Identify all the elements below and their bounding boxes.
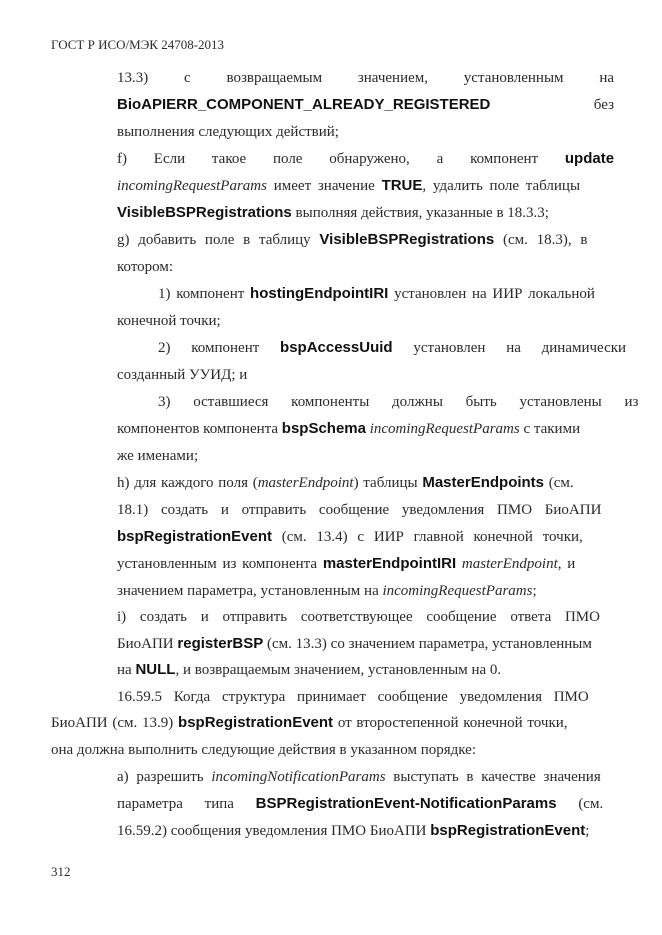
text: ) таблицы [353, 475, 423, 491]
text: с такими [519, 421, 581, 437]
text-line [117, 149, 614, 169]
text: (см. [556, 796, 604, 812]
text-line [158, 338, 626, 358]
code-term: VisibleBSPRegistrations [319, 231, 495, 248]
text: установленным [463, 70, 564, 86]
text-line: 16.59.5 Когда структура принимает сообщение уведомления ПМО [117, 689, 589, 705]
text: 13.3) [117, 70, 149, 86]
text: значением, [357, 70, 429, 86]
text-line [117, 767, 601, 787]
text: 2) компонент [158, 340, 281, 356]
text-line [117, 794, 603, 814]
text-line [117, 554, 575, 574]
text-line: 3) оставшиеся компоненты должны быть установлены из [158, 394, 639, 410]
text-line [158, 284, 595, 304]
text-line [117, 68, 614, 88]
italic-term: incomingRequestParams [382, 583, 533, 599]
text: установлен на ИИР локальной [388, 286, 595, 302]
text-line: же именами; [117, 448, 199, 464]
text: выполняя действия, указанные в 18.3.3; [291, 205, 549, 221]
text-line [117, 203, 549, 223]
text: с [184, 70, 191, 86]
code-term: BioAPIERR_COMPONENT_ALREADY_REGISTERED [117, 96, 491, 113]
text-line: конечной точки; [117, 313, 221, 329]
text: 16.59.2) сообщения уведомления ПМО БиоАПИ [117, 823, 431, 839]
text-line [117, 581, 537, 601]
text: выступать в качестве значения [385, 769, 601, 785]
text: , удалить поле таблицы [422, 178, 581, 194]
text: БиоАПИ (см. 13.9) [51, 715, 179, 731]
text: h) для каждого поля ( [117, 475, 258, 491]
text-line [117, 230, 587, 250]
code-term: TRUE [381, 177, 423, 194]
text: имеет значение [266, 178, 382, 194]
text-line: котором: [117, 259, 174, 275]
text-line [117, 634, 592, 654]
text: (см. 18.3), в [494, 232, 588, 248]
text: (см. 13.3) со значением параметра, установленным [263, 636, 592, 652]
text: от второстепенной конечной точки, [333, 715, 568, 731]
text-line: 18.1) создать и отправить сообщение уведомления ПМО БиоАПИ [117, 502, 602, 518]
italic-term: incomingRequestParams [369, 421, 520, 437]
text: ; [532, 583, 537, 599]
text: а [436, 151, 444, 167]
text: такое [211, 151, 247, 167]
text: (см. [544, 475, 574, 491]
code-term: MasterEndpoints [422, 474, 545, 491]
text: установлен на динамически [392, 340, 627, 356]
italic-term: masterEndpoint [257, 475, 354, 491]
text: 1) компонент [158, 286, 251, 302]
text: установленным из компонента [117, 556, 323, 572]
page-number: 312 [51, 864, 71, 879]
text-line [117, 821, 589, 841]
text-line: i) создать и отправить соответствующее сообщение ответа ПМО [117, 609, 600, 625]
text: (см. 13.4) с ИИР главной конечной точки, [272, 529, 583, 545]
code-term: registerBSP [177, 635, 264, 652]
text: значением параметра, установленным на [117, 583, 383, 599]
text: компонентов компонента [117, 421, 282, 437]
text: а) разрешить [117, 769, 212, 785]
text-line [117, 95, 614, 115]
text-line: созданный УУИД; и [117, 367, 248, 383]
text-line [117, 660, 501, 680]
code-term: BSPRegistrationEvent-NotificationParams [255, 795, 557, 812]
text: , и возвращаемым значением, установленным на 0. [175, 662, 502, 678]
text: , и [557, 556, 576, 572]
code-term: hostingEndpointIRI [250, 285, 389, 302]
text: f) Если [117, 151, 186, 167]
code-term: NULL [135, 661, 176, 678]
text: компонент [470, 151, 539, 167]
text-line [117, 473, 574, 493]
italic-term: masterEndpoint [461, 556, 558, 572]
italic-term: incomingRequestParams [117, 178, 267, 194]
code-term: masterEndpointIRI [322, 555, 457, 572]
document-header: ГОСТ Р ИСО/МЭК 24708-2013 [51, 37, 225, 52]
text-line [51, 713, 568, 733]
text: поле [272, 151, 303, 167]
code-term: update [564, 150, 614, 167]
text: ; [585, 823, 590, 839]
code-term: bspRegistrationEvent [117, 528, 273, 545]
text: БиоАПИ [117, 636, 178, 652]
text: обнаружено, [329, 151, 410, 167]
code-term: bspRegistrationEvent [178, 714, 334, 731]
code-term: bspSchema [281, 420, 366, 437]
text-line [117, 176, 614, 196]
text-line [117, 527, 583, 547]
text: на [117, 662, 136, 678]
text: g) добавить поле в таблицу [117, 232, 320, 248]
text: возвращаемым [226, 70, 323, 86]
text-line: выполнения следующих действий; [117, 124, 339, 140]
code-term: VisibleBSPRegistrations [117, 204, 292, 221]
text-line [117, 419, 580, 439]
text: без [593, 97, 614, 113]
text: параметра типа [117, 796, 256, 812]
text-line: она должна выполнить следующие действия в указанном порядке: [51, 742, 476, 758]
code-term: bspAccessUuid [280, 339, 393, 356]
text: на [599, 70, 614, 86]
code-term: bspRegistrationEvent [430, 822, 586, 839]
italic-term: incomingNotificationParams [211, 769, 386, 785]
